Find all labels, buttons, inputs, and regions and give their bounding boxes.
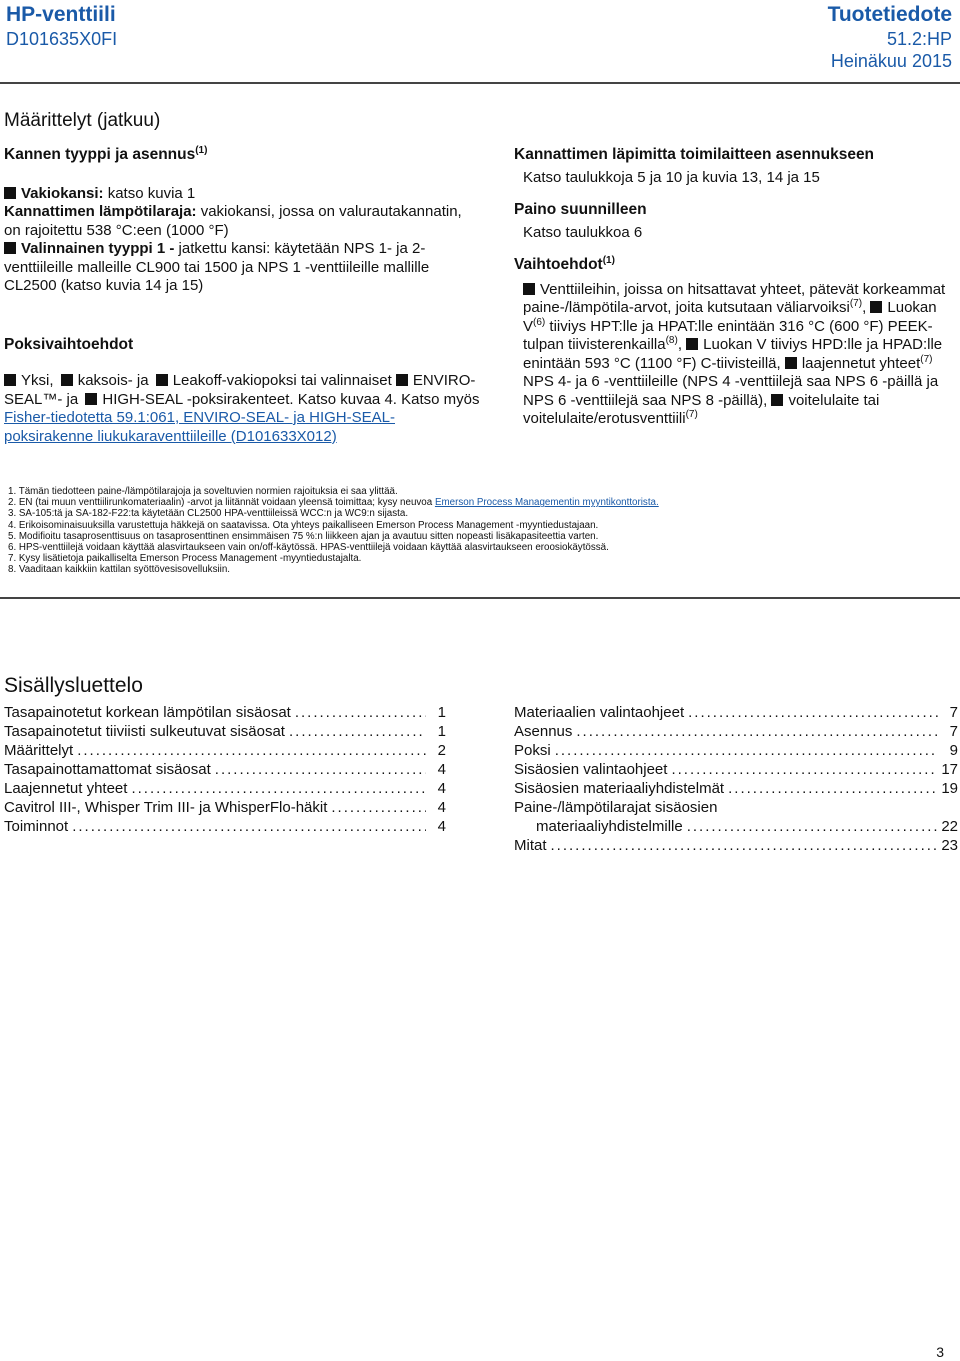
checkbox-square-icon — [156, 374, 168, 386]
packing-options: Yksi, kaksois- ja Leakoff-vakiopoksi tai valinnaiset ENVIRO-SEAL™- ja HIGH-SEAL -poksirakenteet. Katso kuvaa 4. Katso myös Fisher-tiedotetta 59.1:061, ENVIRO-SEAL- ja HIGH-SEAL-poksirakenne liukukaraventtiileille (D101633X012) — [4, 372, 480, 445]
checkbox-square-icon — [771, 394, 783, 406]
document-type: Tuotetiedote — [827, 3, 952, 26]
toc-entry[interactable]: Mitat ..... 23 — [514, 836, 958, 855]
options-heading: Vaihtoehdot$^{(1)}$ — [514, 254, 615, 273]
checkbox-square-icon — [686, 338, 698, 350]
checkbox-square-icon — [523, 283, 535, 295]
footnote: 7. Kysy lisätietoja paikalliselta Emerson Process Management -myyntiedustajalta. — [8, 553, 362, 565]
footnotes — [8, 486, 948, 576]
weight-text: Katso taulukkoa 6 — [523, 223, 643, 241]
footnote: 4. Erikoisominaisuuksilla varustettuja häkkejä on saatavissa. Ota yhteys paikalliseen Emerson Process Management -myyntiedustajaan. — [8, 519, 599, 531]
toc-left — [4, 703, 446, 836]
toc-entry[interactable]: Tasapainotetut korkean lämpötilan sisäosat ..... 1 — [4, 703, 446, 722]
weight-heading: Paino suunnilleen — [514, 201, 647, 218]
left-column — [4, 146, 482, 446]
mounting-heading: Kannattimen läpimitta toimilaitteen asennukseen — [514, 146, 875, 163]
header-right — [828, 2, 952, 72]
checkbox-square-icon — [4, 374, 16, 386]
toc-right — [514, 703, 958, 855]
header-left — [6, 2, 117, 50]
toc-entry[interactable]: Cavitrol III-, Whisper Trim III- ja WhisperFlo-häkit ..... 4 — [4, 798, 446, 817]
checkbox-square-icon — [4, 187, 16, 199]
bonnet-heading: Kannen tyyppi ja asennus$^{(1)}$ — [4, 144, 208, 163]
checkbox-square-icon — [396, 374, 408, 386]
product-title: HP-venttiili — [6, 3, 116, 26]
mounting-text: Katso taulukkoja 5 ja 10 ja kuvia 13, 14 ja 15 — [523, 168, 820, 186]
checkbox-square-icon — [85, 393, 97, 405]
toc-entry[interactable]: Asennus ..... 7 — [514, 722, 958, 741]
document-id: D101635X0FI — [6, 29, 118, 49]
checkbox-square-icon — [785, 357, 797, 369]
page-number: 3 — [936, 1344, 944, 1360]
toc-entry[interactable]: Sisäosien valintaohjeet ..... 17 — [514, 760, 958, 779]
bonnet-temp-limit: Kannattimen lämpötilaraja: vakiokansi, jossa on valurautakannatin, on rajoitettu 538 °C:een (1000 °F) — [4, 203, 462, 239]
toc-entry[interactable]: Poksi ..... 9 — [514, 741, 958, 760]
checkbox-square-icon — [870, 301, 882, 313]
packing-bulletin-link[interactable]: Fisher-tiedotetta 59.1:061, ENVIRO-SEAL- ja HIGH-SEAL-poksirakenne liukukaraventtiileille (D101633X012) — [4, 409, 395, 445]
footnote: 5. Modifioitu tasaprosenttisuus on tasaprosenttinen ensimmäisen 75 %:n liikkeen ajan ja avautuu sitten nopeasti lisäkapasiteettia varten. — [8, 530, 599, 542]
section-title: Määrittelyt (jatkuu) — [4, 110, 161, 131]
footnote: 8. Vaaditaan kaikkiin kattilan syöttövesisovelluksiin. — [8, 564, 230, 576]
toc-entry[interactable]: Toiminnot ..... 4 — [4, 817, 446, 836]
sales-office-link[interactable]: Emerson Process Managementin myyntikonttorista. — [434, 497, 659, 509]
toc-title: Sisällysluettelo — [4, 674, 143, 697]
footnote: 3. SA-105:tä ja SA-182-F22:ta käytetään CL2500 HPA-venttiileissä WCC:n ja WC9:n sijasta. — [8, 508, 409, 520]
bonnet-optional: Valinnainen tyyppi 1 - jatkettu kansi: käytetään NPS 1- ja 2-venttiileille malleille CL900 tai 1500 ja NPS 1 -venttiileille mallille CL2500 (katso kuvia 14 ja 15) — [4, 240, 430, 294]
footnote: 6. HPS-venttiilejä voidaan käyttää alasvirtaukseen vain on/off-käytössä. HPAS-venttiilejä voidaan käyttää alasvirtaukseen eroosiokäytössä. — [8, 542, 609, 554]
document-number: 51.2:HP — [886, 29, 952, 49]
toc-entry[interactable]: Paine-/lämpötilarajat sisäosien — [514, 799, 718, 816]
footnote: 1. Tämän tiedotteen paine-/lämpötilarajoja ja soveltuvien normien rajoituksia ei saa ylittää. — [8, 486, 398, 497]
checkbox-square-icon — [61, 374, 73, 386]
bonnet-standard: Vakiokansi: katso kuvia 1 — [4, 185, 482, 204]
toc-entry[interactable]: Tasapainotetut tiiviisti sulkeutuvat sisäosat ..... 1 — [4, 722, 446, 741]
options-text: Venttiileihin, joissa on hitsattavat yhteet, pätevät korkeammat paine-/lämpötila-arvot, joita kutsutaan väliarvoiksi$^{(7)}$, Luokan $V^{(6)}$ tiiviys HPT:lle ja HPAT:lle enintään 316 °C (600 °F) PEEK-tulpan tiivisterenkailla$^{(8)}$, Luokan V tiiviys HPD:lle ja HPAD:lle enintään 593 °C (1100 °F) C-tiivisteillä, laajennetut yhteet$^{(7)}$ NPS 4- ja 6 -venttiileille (NPS 4 -venttiilejä saa NPS 6 -päillä ja NPS 6 -venttiilejä saa NPS 8 -päillä), voitelulaite tai voitelulaite/erotusventtiili$^{(7)}$ — [523, 280, 946, 427]
checkbox-square-icon — [4, 242, 16, 254]
toc-entry[interactable]: Laajennetut yhteet ..... 4 — [4, 779, 446, 798]
footnote: 2. EN (tai muun venttiilirunkomateriaalin) -arvot ja liitännät voidaan yleensä toimittaa; kysy neuvoa Emerson Process Managementin myyntikonttorista. — [8, 497, 659, 509]
header-divider — [0, 82, 960, 84]
packing-heading: Poksivaihtoehdot — [4, 335, 134, 353]
toc-entry[interactable]: Sisäosien materiaaliyhdistelmät ..... 19 — [514, 779, 958, 798]
toc-entry[interactable]: Määrittelyt ..... 2 — [4, 741, 446, 760]
right-column — [514, 146, 954, 429]
document-date: Heinäkuu 2015 — [830, 51, 952, 71]
notes-divider — [0, 597, 960, 599]
toc-entry[interactable]: materiaaliyhdistelmille ..... 22 — [514, 817, 958, 836]
toc-entry[interactable]: Tasapainottamattomat sisäosat ..... 4 — [4, 760, 446, 779]
toc-entry[interactable]: Materiaalien valintaohjeet ..... 7 — [514, 703, 958, 722]
